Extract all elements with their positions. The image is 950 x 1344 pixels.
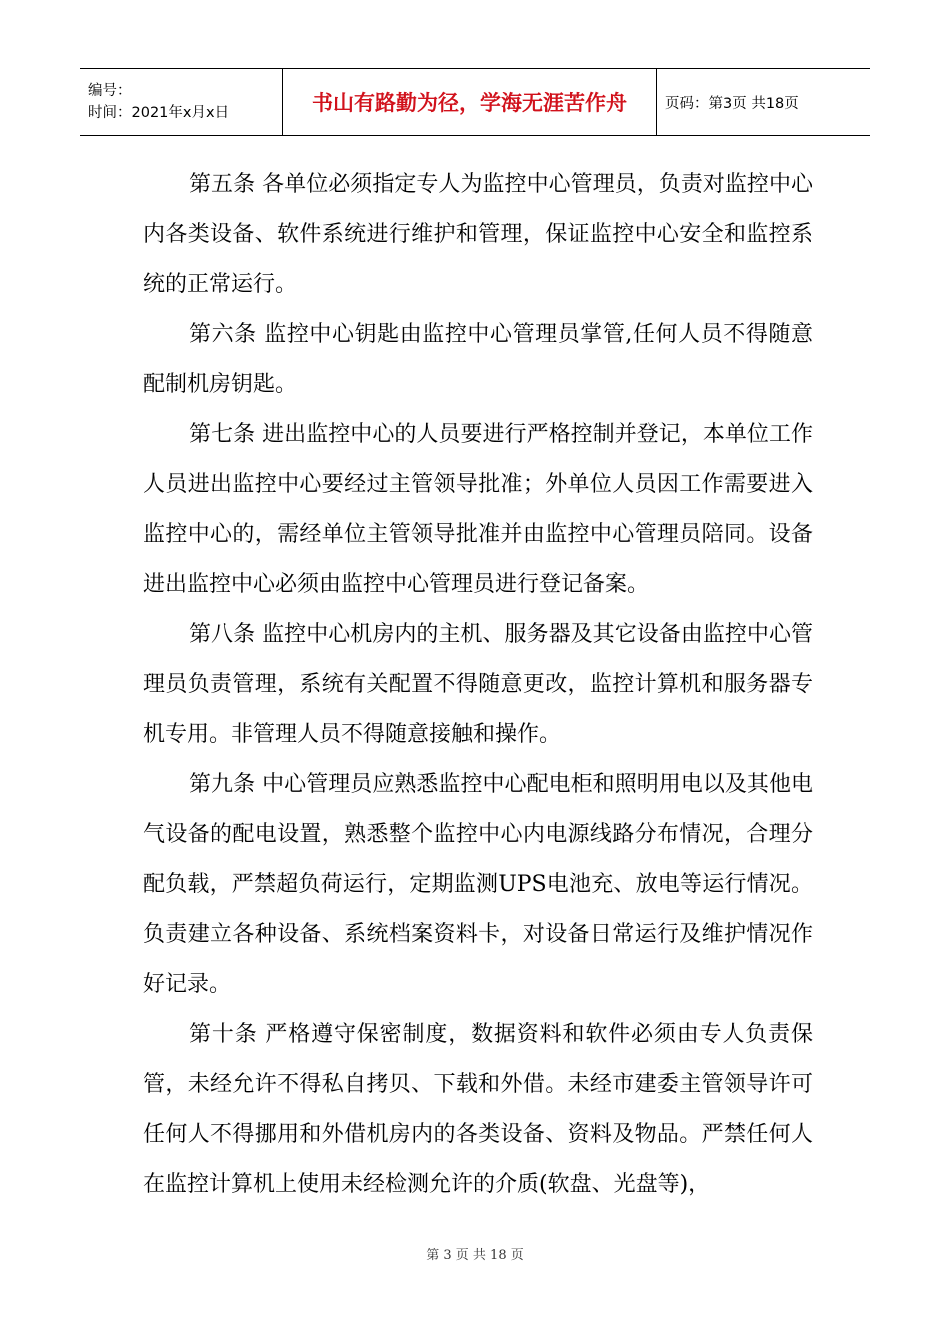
article-7: 第七条 进出监控中心的人员要进行严格控制并登记，本单位工作人员进出监控中心要经过主管领导批准；外单位人员因工作需要进入监控中心的，需经单位主管领导批准并由监控中心管理员陪同。设备进出监控中心必须由监控中心管理员进行登记备案。: [143, 422, 813, 597]
motto-text: 书山有路勤为径，学海无涯苦作舟: [312, 91, 627, 115]
article-5: 第五条 各单位必须指定专人为监控中心管理员，负责对监控中心内各类设备、软件系统进行维护和管理，保证监控中心安全和监控系统的正常运行。: [143, 172, 813, 297]
footer-page-number: 第 3 页 共 18 页: [426, 1248, 524, 1263]
header-page-info: [657, 69, 870, 135]
article-9: 第九条 中心管理员应熟悉监控中心配电柜和照明用电以及其他电气设备的配电设置，熟悉整个监控中心内电源线路分布情况，合理分配负载，严禁超负荷运行，定期监测UPS电池充、放电等运行情况。负责建立各种设备、系统档案资料卡，对设备日常运行及维护情况作好记录。: [143, 772, 813, 997]
page-footer: [0, 1244, 950, 1263]
article-6: 第六条 监控中心钥匙由监控中心管理员掌管,任何人员不得随意配制机房钥匙。: [143, 322, 813, 397]
serial-number-label: 编号：: [88, 83, 132, 99]
header-meta: [80, 69, 283, 135]
article-8: 第八条 监控中心机房内的主机、服务器及其它设备由监控中心管理员负责管理，系统有关配置不得随意更改，监控计算机和服务器专机专用。非管理人员不得随意接触和操作。: [143, 622, 813, 747]
document-header: [80, 68, 870, 136]
article-10: 第十条 严格遵守保密制度，数据资料和软件必须由专人负责保管，未经允许不得私自拷贝、下载和外借。未经市建委主管领导许可任何人不得挪用和外借机房内的各类设备、资料及物品。严禁任何人在监控计算机上使用未经检测允许的介质(软盘、光盘等)，: [143, 1022, 813, 1197]
date-line: 时间：2021年x月x日: [88, 105, 230, 121]
page-info-text: 页码：第3页 共18页: [665, 95, 799, 112]
header-motto: [283, 69, 657, 135]
document-body: [143, 160, 813, 1210]
